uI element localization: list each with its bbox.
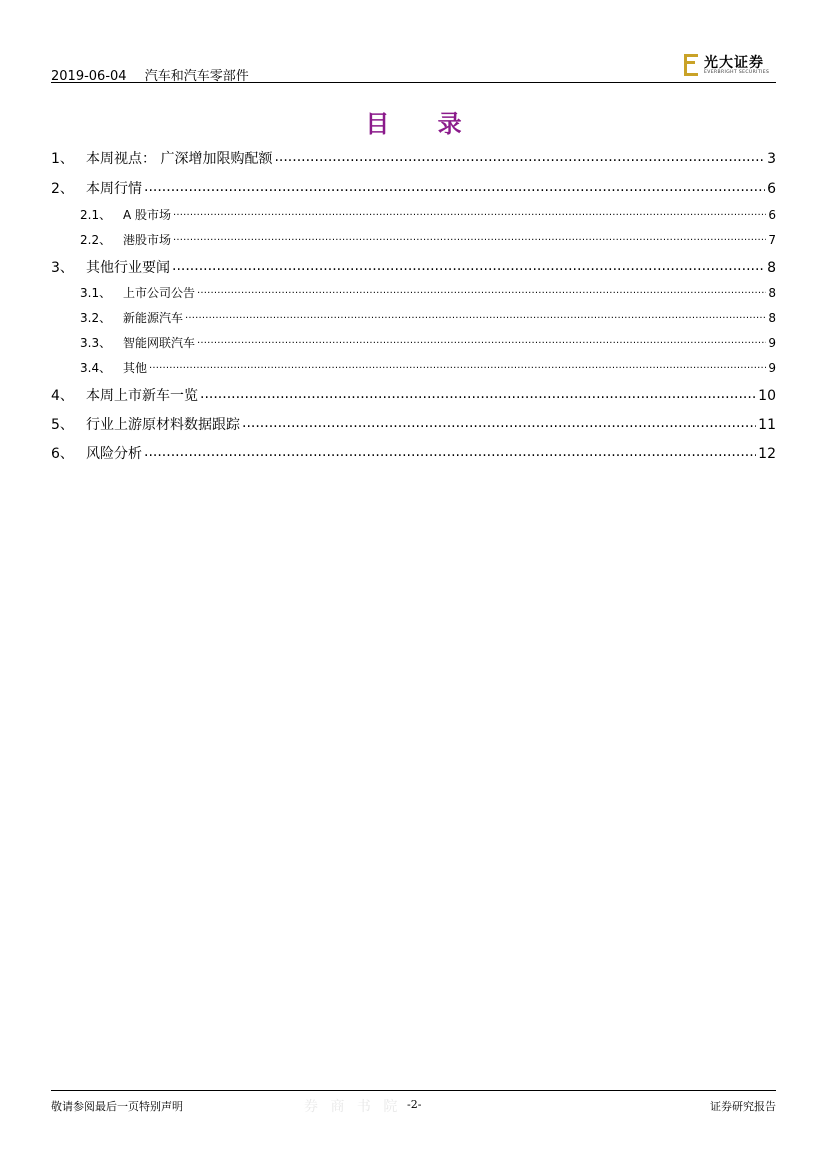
toc-entry-label: 行业上游原材料数据跟踪: [86, 417, 240, 433]
toc-entry[interactable]: [51, 359, 776, 377]
toc-entry-number: 6、: [51, 446, 74, 462]
toc-entry-page: 8: [768, 311, 776, 325]
toc-entry-page: 8: [767, 260, 776, 276]
page-number: -2-: [407, 1098, 422, 1111]
toc-leader-dots: [172, 258, 765, 272]
toc-entry-page: 3: [767, 151, 776, 167]
toc-entry-number: 3.3、: [80, 336, 112, 350]
toc-leader-dots: [185, 310, 766, 322]
toc-entry-label: 风险分析: [86, 446, 142, 462]
toc-leader-dots: [144, 179, 765, 193]
toc-entry[interactable]: [51, 309, 776, 327]
toc-entry[interactable]: [51, 206, 776, 224]
toc-leader-dots: [173, 207, 766, 219]
toc-entry[interactable]: [51, 148, 776, 168]
toc-entry-number: 3.1、: [80, 286, 112, 300]
toc-entry-page: 6: [767, 181, 776, 197]
report-type: 证券研究报告: [710, 1100, 776, 1113]
page-footer: [51, 1090, 776, 1115]
toc-entry-number: 2.1、: [80, 208, 112, 222]
toc-entry-page: 8: [768, 286, 776, 300]
toc-entry[interactable]: [51, 231, 776, 249]
toc-entry[interactable]: [51, 284, 776, 302]
toc-leader-dots: [197, 285, 766, 297]
toc-title: 目 录: [365, 109, 482, 138]
toc-leader-dots: [242, 415, 756, 429]
toc-entry[interactable]: [51, 414, 776, 434]
toc-leader-dots: [197, 335, 766, 347]
everbright-logo: [684, 52, 774, 80]
logo-e-icon: [684, 54, 698, 76]
logo-e-bar: [687, 61, 695, 64]
toc-entry-label: A 股市场: [123, 208, 172, 222]
toc-leader-dots: [173, 232, 766, 244]
toc-entry-number: 2、: [51, 181, 74, 197]
toc-entry-page: 9: [768, 336, 776, 350]
toc-entry-number: 3、: [51, 260, 74, 276]
toc-entry-label: 本周上市新车一览: [86, 388, 198, 404]
toc-entry-number: 4、: [51, 388, 74, 404]
toc-entry-page: 7: [768, 233, 776, 247]
watermark: 券 商 书 院: [304, 1099, 402, 1115]
toc-entry[interactable]: [51, 334, 776, 352]
page-header: [51, 52, 776, 83]
toc-leader-dots: [200, 386, 756, 400]
toc-entry-number: 5、: [51, 417, 74, 433]
toc-entry[interactable]: [51, 178, 776, 198]
toc-entry-label: 本周行情: [86, 181, 142, 197]
toc-leader-dots: [144, 444, 756, 458]
toc-entry-page: 10: [758, 388, 776, 404]
logo-subtitle: EVERBRIGHT SECURITIES: [704, 70, 770, 75]
toc-entry-page: 11: [758, 417, 776, 433]
toc-entry-number: 3.4、: [80, 361, 112, 375]
toc-entry-label: 其他: [123, 361, 148, 375]
header-info: [51, 65, 249, 84]
toc-leader-dots: [274, 149, 765, 163]
toc-entry-page: 12: [758, 446, 776, 462]
toc-entry-label: 其他行业要闻: [86, 260, 170, 276]
toc-entry-label: 港股市场: [123, 233, 172, 247]
sector-name: 汽车和汽车零部件: [144, 69, 249, 84]
toc-entry-number: 3.2、: [80, 311, 112, 325]
toc-entry[interactable]: [51, 257, 776, 277]
report-date: 2019-06-04: [51, 69, 127, 84]
toc-entry[interactable]: [51, 385, 776, 405]
disclaimer-note: 敬请参阅最后一页特别声明: [51, 1100, 183, 1113]
toc-entry-page: 9: [768, 361, 776, 375]
toc-entry-number: 2.2、: [80, 233, 112, 247]
toc-entry[interactable]: [51, 443, 776, 463]
toc-entry-number: 1、: [51, 151, 74, 167]
toc-entry-label: 上市公司公告: [123, 286, 196, 300]
logo-name: 光大证券: [704, 55, 764, 71]
toc-leader-dots: [149, 360, 766, 372]
toc-entry-label: 新能源汽车: [123, 311, 184, 325]
toc-entry-page: 6: [768, 208, 776, 222]
toc-entry-label: 本周视点： 广深增加限购配额: [86, 151, 273, 167]
toc-entry-label: 智能网联汽车: [123, 336, 196, 350]
